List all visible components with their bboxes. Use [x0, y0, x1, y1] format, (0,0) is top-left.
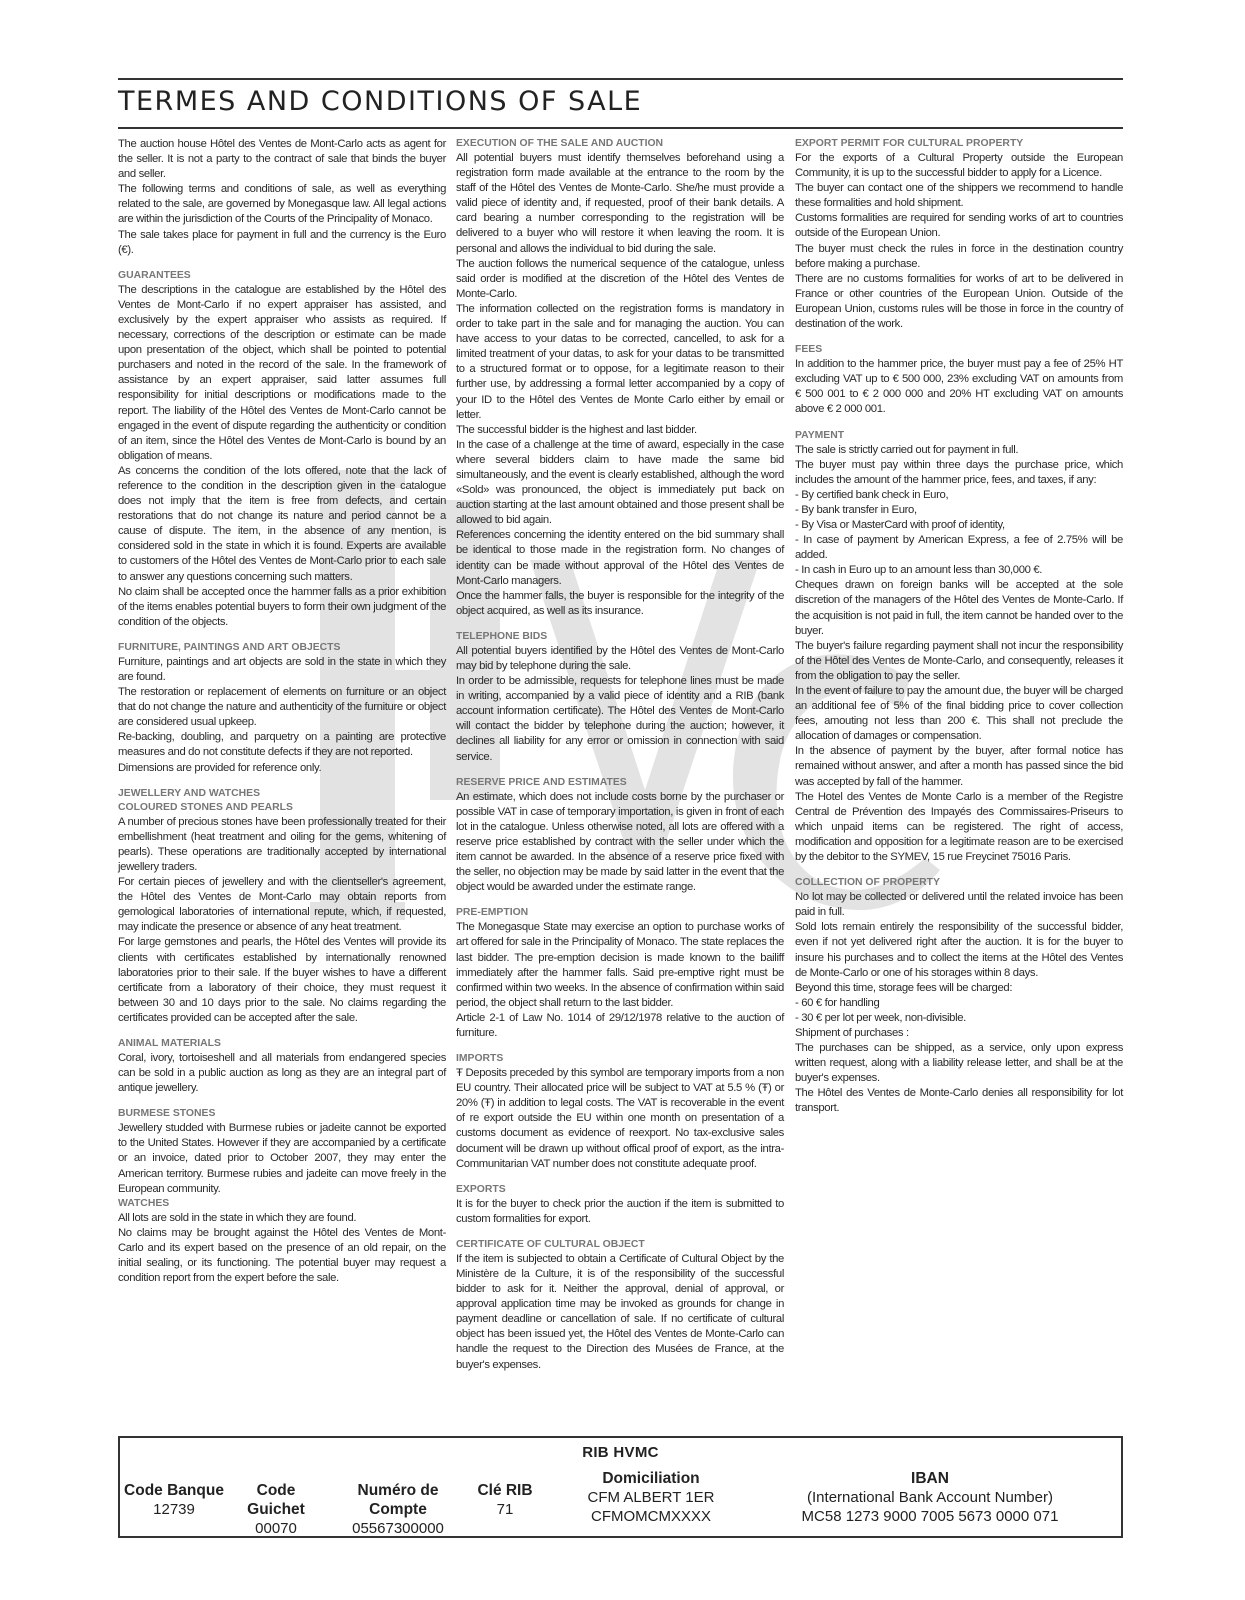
section-heading: ANIMAL MATERIALS: [118, 1037, 221, 1049]
rib-title: RIB HVMC: [582, 1444, 659, 1461]
section-paragraph: The successful bidder is the highest and last bidder.: [456, 423, 697, 436]
section-paragraph: The buyer's failure regarding payment shall not incur the responsibility of the Hôtel des Ventes de Monte-Carlo, and consequently, releases it from the obligation to pay the seller.: [795, 639, 1123, 682]
section-paragraph: The sale is strictly carried out for payment in full.: [795, 443, 1019, 456]
terms-section: [456, 776, 784, 896]
domiciliation-label: Domiciliation: [602, 1470, 700, 1487]
section-paragraph: The Hotel des Ventes de Monte Carlo is a member of the Registre Central de Prévention des Impayés des Commissaires-Priseurs to which unpaid items can be registered. The right of access, modification and opposition for a legitimate reason are to be exercised by the debitor to the SYMEV, 15 rue Freycinet 75016 Paris.: [795, 790, 1123, 864]
section-paragraph: Customs formalities are required for sending works of art to countries outside of the European Union.: [795, 212, 1123, 240]
terms-section: [118, 1037, 446, 1096]
section-paragraph: The information collected on the registration forms is mandatory in order to take part in the sale and for managing the auction. You can have access to your datas to be corrected, cancelled, to ask for a limited treatment of your datas, to ask for your datas to be transmitted to a structured format or to oppose, for a legitimate reason to their further use, by addressing a formal letter accompanied by a copy of your ID to the Hôtel des Ventes de Monte Carlo either by email or letter.: [456, 302, 784, 421]
terms-section: [795, 343, 1123, 417]
section-paragraph: No lot may be collected or delivered until the related invoice has been paid in full.: [795, 891, 1123, 919]
section-heading: JEWELLERY AND WATCHES: [118, 787, 261, 799]
section-heading: TELEPHONE BIDS: [456, 630, 548, 642]
top-rule: [118, 78, 1123, 80]
cle-rib: [470, 1481, 540, 1519]
terms-section: [456, 1238, 784, 1373]
section-paragraph: - In case of payment by American Express, a fee of 2.75% will be added.: [795, 534, 1123, 562]
iban: [770, 1469, 1090, 1526]
section-heading: WATCHES: [118, 1197, 170, 1209]
section-heading: FURNITURE, PAINTINGS AND ART OBJECTS: [118, 641, 341, 653]
section-heading: EXPORT PERMIT FOR CULTURAL PROPERTY: [795, 138, 1024, 149]
terms-section: [456, 1183, 784, 1227]
section-paragraph: Ŧ Deposits preceded by this symbol are temporary imports from a non EU country. Their allocated price will be subject to VAT at 5.5 % (Ŧ) or 20% (Ŧ) in addition to legal costs. The VAT is recoverable in the event of re export outside the EU within one month on presentation of a customs document as evidence of reexport. No tax-exclusive sales document will be drawn up without offical proof of export, as the intra-Communitarian VAT number does not constitute adequate proof.: [456, 1067, 784, 1170]
section-paragraph: The restoration or replacement of elements on furniture or an object that do not change the nature and authenticity of the furniture or object are considered usual upkeep.: [118, 686, 446, 729]
section-paragraph: Shipment of purchases :: [795, 1026, 909, 1039]
section-heading: FEES: [795, 344, 823, 356]
section-paragraph: All potential buyers must identify themselves beforehand using a registration form made available at the entrance to the room by the staff of the Hôtel des Ventes de Monte-Carlo. She/he must provide a valid piece of identity and, if requested, proof of their bank details. A card bearing a number corresponding to the registration will be delivered to a buyer who will restore it when leaving the room. It is personal and allows the individual to bid during the sale.: [456, 152, 784, 255]
section-paragraph: Coral, ivory, tortoiseshell and all materials from endangered species can be sold in a public auction as long as they are an integral part of antique jewellery.: [118, 1051, 446, 1095]
cle-rib-label: Clé RIB: [477, 1482, 533, 1499]
section-heading: COLLECTION OF PROPERTY: [795, 877, 940, 889]
section-paragraph: The descriptions in the catalogue are established by the Hôtel des Ventes de Mont-Carlo if no expert appraiser has assisted, and exclusively by the expert appraiser who assists as required. If necessary, corrections of the description or estimate can be made upon presentation of the object, which shall be pointed to potential purchasers and noted in the record of the sale. In the framework of assistance by an expert appraiser, said latter assumes full responsibility for initial descriptions or modifications made to the report. The liability of the Hôtel des Ventes de Mont-Carlo cannot be engaged in the event of dispute regarding the authenticity or condition of an item, since the Hôtel des Ventes de Mont-Carlo is bound by an obligation of means.: [118, 283, 446, 462]
section-paragraph: Sold lots remain entirely the responsibility of the successful bidder, even if not yet delivered right after the auction. It is for the buyer to insure his purchases and to collect the items at the Hôtel des Ventes de Monte-Carlo or one of his storages within 8 days.: [795, 921, 1123, 979]
section-paragraph: The auction follows the numerical sequence of the catalogue, unless said order is modified at the discretion of the Hôtel des Ventes de Monte-Carlo.: [456, 257, 784, 300]
domiciliation: [560, 1469, 742, 1526]
code-banque: [124, 1481, 224, 1519]
section-paragraph: If the item is subjected to obtain a Certificate of Cultural Object by the Ministère de la Culture, it is of the responsibility of the successful bidder to ask for it. Neither the approval, denial of approval, or approval application time may be invoked as grounds for change in payment deadline or cancellation of sale. If no certificate of cultural object has been issued yet, the Hôtel des Ventes de Monte-Carlo can handle the request to the Direction des Musées de France, at the buyer's expenses.: [456, 1252, 784, 1371]
section-paragraph: The auction house Hôtel des Ventes de Mont-Carlo acts as agent for the seller. It is not a party to the contract of sale that binds the buyer and seller.: [118, 138, 446, 181]
terms-column-1: [118, 137, 446, 1297]
iban-line2: MC58 1273 9000 7005 5673 0000 071: [801, 1508, 1059, 1525]
section-paragraph: For the exports of a Cultural Property outside the European Community, it is up to the successful bidder to apply for a Licence.: [795, 152, 1123, 180]
section-paragraph: The Monegasque State may exercise an option to purchase works of art offered for sale in the Principality of Monaco. The state replaces the last bidder. The pre-emption decision is made known to the bailiff immediately after the hammer falls. Said pre-emptive right must be confirmed within two weeks. In the absence of confirmation within said period, the object shall return to the last bidder.: [456, 921, 784, 1009]
section-paragraph: A number of precious stones have been professionally treated for their embellishment (heat treatment and oiling for the gems, whitening of pearls). These operations are traditionally accepted by international jewellery traders.: [118, 815, 446, 873]
bank-details-box: [118, 1436, 1123, 1538]
section-heading: CERTIFICATE OF CULTURAL OBJECT: [456, 1238, 645, 1250]
section-paragraph: There are no customs formalities for works of art to be delivered in France or other countries of the European Union. Outside of the European Union, customs rules will be those in force in the country of destination of the work.: [795, 272, 1123, 331]
section-paragraph: All lots are sold in the state in which they are found.: [118, 1211, 357, 1224]
numero-compte: [330, 1481, 466, 1538]
terms-section: [118, 641, 446, 776]
section-heading: PAYMENT: [795, 429, 845, 441]
page-title: TERMES AND CONDITIONS OF SALE: [118, 86, 643, 117]
section-paragraph: - By bank transfer in Euro,: [795, 503, 917, 516]
terms-section: [118, 269, 446, 630]
code-guichet-label: Code Guichet: [247, 1482, 305, 1518]
code-banque-value: 12739: [153, 1501, 195, 1518]
terms-section: [118, 1197, 446, 1286]
section-paragraph: In the absence of payment by the buyer, after formal notice has remained without answer, and after a month has passed since the bid was accepted by fall of the hammer.: [795, 745, 1123, 788]
section-paragraph: The sale takes place for payment in full and the currency is the Euro (€).: [118, 228, 446, 256]
section-paragraph: It is for the buyer to check prior the auction if the item is submitted to custom formalities for export.: [456, 1197, 784, 1225]
iban-label: IBAN: [911, 1470, 949, 1487]
section-paragraph: References concerning the identity entered on the bid summary shall be identical to those made in the registration form. No changes of identity can be made without approval of the Hôtel des Ventes de Mont-Carlo managers.: [456, 529, 784, 587]
section-paragraph: Beyond this time, storage fees will be charged:: [795, 981, 1013, 994]
numero-compte-label: Numéro de Compte: [357, 1482, 439, 1518]
section-paragraph: In the case of a challenge at the time of award, especially in the case where several bidders claim to have made the same bid simultaneously, and the event is clearly established, although the word «Sold» was pronounced, the object is immediately put back on auction starting at the last amount obtained and those present shall be allowed to bid again.: [456, 438, 784, 527]
section-heading: EXECUTION OF THE SALE AND AUCTION: [456, 138, 664, 149]
terms-section: [118, 137, 446, 258]
terms-section: [456, 137, 784, 619]
iban-line1: (International Bank Account Number): [807, 1489, 1053, 1506]
section-paragraph: Once the hammer falls, the buyer is responsible for the integrity of the object acquired, as well as its insurance.: [456, 589, 784, 617]
section-paragraph: For large gemstones and pearls, the Hôtel des Ventes will provide its clients with certificates established by internationally renowned laboratories prior to their sale. If the buyer wishes to have a different certificate from a laboratory of their choice, they must request it between 30 and 10 days prior to the sale. No claims regarding the certificates provided can be accepted after the sale.: [118, 936, 446, 1024]
numero-compte-value: 05567300000: [352, 1520, 444, 1537]
section-paragraph: All potential buyers identified by the Hôtel des Ventes de Mont-Carlo may bid by telephone during the sale.: [456, 644, 784, 672]
section-paragraph: - 30 € per lot per week, non-divisible.: [795, 1011, 966, 1024]
terms-section: [795, 876, 1123, 1116]
terms-section: [795, 137, 1123, 332]
section-paragraph: Dimensions are provided for reference only.: [118, 761, 322, 774]
terms-column-3: [795, 137, 1123, 1128]
section-heading: RESERVE PRICE AND ESTIMATES: [456, 776, 627, 788]
terms-section: [456, 1052, 784, 1172]
section-heading: IMPORTS: [456, 1053, 504, 1065]
code-guichet: [226, 1481, 326, 1538]
domiciliation-line2: CFMOMCMXXXX: [591, 1508, 711, 1525]
section-paragraph: - By Visa or MasterCard with proof of identity,: [795, 518, 1005, 531]
terms-column-2: [456, 137, 784, 1384]
title-rule: [118, 127, 1123, 129]
section-paragraph: Furniture, paintings and art objects are sold in the state in which they are found.: [118, 655, 446, 683]
section-paragraph: Article 2-1 of Law No. 1014 of 29/12/1978 relative to the auction of furniture.: [456, 1011, 784, 1039]
terms-section: [456, 630, 784, 765]
section-paragraph: The buyer must check the rules in force in the destination country before making a purchase.: [795, 242, 1123, 270]
code-guichet-value: 00070: [255, 1520, 297, 1537]
section-paragraph: The buyer can contact one of the shippers we recommend to handle these formalities and hold shipment.: [795, 182, 1123, 210]
section-paragraph: The buyer must pay within three days the purchase price, which includes the amount of the hammer price, fees, and taxes, if any:: [795, 458, 1123, 486]
section-paragraph: In the event of failure to pay the amount due, the buyer will be charged an additional fee of 5% of the final bidding price to cover collection fees, amouting not less than 200 €. This shall not preclude the allocation of damages or compensation.: [795, 685, 1123, 743]
cle-rib-value: 71: [496, 1501, 514, 1518]
section-paragraph: Cheques drawn on foreign banks will be accepted at the sole discretion of the managers of the Hôtel des Ventes de Monte-Carlo. If the acquisition is not paid in full, the item cannot be handed over to the buyer.: [795, 579, 1123, 637]
section-subheading: COLOURED STONES AND PEARLS: [118, 801, 293, 813]
section-paragraph: The following terms and conditions of sale, as well as everything related to the sale, are governed by Monegasque law. All legal actions are within the jurisdiction of the Courts of the Principality of Monaco.: [118, 183, 446, 226]
section-heading: EXPORTS: [456, 1183, 506, 1195]
section-paragraph: In addition to the hammer price, the buyer must pay a fee of 25% HT excluding VAT up to € 500 000, 23% excluding VAT on amounts from € 500 001 to € 2 000 000 and 20% HT excluding VAT on amounts above € 2 000 001.: [795, 358, 1123, 416]
section-heading: BURMESE STONES: [118, 1108, 216, 1120]
section-paragraph: For certain pieces of jewellery and with the clientseller's agreement, the Hôtel des Ventes de Mont-Carlo may obtain reports from gemological laboratories of international repute, which, if requested, may indicate the presence or absence of any heat treatment.: [118, 876, 446, 934]
section-heading: GUARANTEES: [118, 269, 191, 281]
terms-section: [118, 1107, 446, 1196]
code-banque-label: Code Banque: [124, 1482, 224, 1499]
section-paragraph: Re-backing, doubling, and parquetry on a painting are protective measures and do not constitute defects if they are not reported.: [118, 731, 446, 759]
terms-section: [795, 429, 1123, 866]
section-paragraph: The Hôtel des Ventes de Monte-Carlo denies all responsibility for lot transport.: [795, 1087, 1123, 1115]
terms-section: [118, 787, 446, 1026]
section-heading: PRE-EMPTION: [456, 907, 529, 919]
section-paragraph: No claim shall be accepted once the hammer falls as a prior exhibition of the items enables potential buyers to form their own judgment of the condition of the objects.: [118, 585, 446, 628]
section-paragraph: - In cash in Euro up to an amount less than 30,000 €.: [795, 564, 1043, 577]
section-paragraph: The purchases can be shipped, as a service, only upon express written request, along with a liability release letter, and shall be at the buyer's expenses.: [795, 1042, 1123, 1085]
terms-section: [456, 906, 784, 1041]
section-paragraph: - 60 € for handling: [795, 996, 880, 1009]
section-paragraph: As concerns the condition of the lots offered, note that the lack of reference to the condition in the description given in the catalogue does not imply that the item is free from defects, and certain restorations that do not change its nature and period cannot be a cause of dispute. The item, in the absence of any mention, is considered sold in the state in which it is found. Experts are available to customers of the Hôtel des Ventes de Mont-Carlo prior to each sale to answer any questions concerning such matters.: [118, 464, 446, 583]
section-paragraph: An estimate, which does not include costs borne by the purchaser or possible VAT in case of temporary importation, is given in front of each lot in the catalogue. Unless otherwise noted, all lots are offered with a reserve price established by contract with the seller under which the item cannot be awarded. In the absence of a reserve price fixed with the seller, no objection may be made by said latter in the event that the object would be awarded under the estimate range.: [456, 790, 785, 894]
domiciliation-line1: CFM ALBERT 1ER: [587, 1489, 715, 1506]
section-paragraph: No claims may be brought against the Hôtel des Ventes de Mont-Carlo and its expert based on the presence of an old repair, on the initial sealing, or its functioning. The potential buyer may request a condition report from the expert before the sale.: [118, 1226, 446, 1285]
section-paragraph: Jewellery studded with Burmese rubies or jadeite cannot be exported to the United States. However if they are accompanied by a certificate or an invoice, dated prior to October 2007, they may enter the American territory. Burmese rubies and jadeite can move freely in the European community.: [118, 1122, 446, 1195]
section-paragraph: - By certified bank check in Euro,: [795, 488, 949, 501]
section-paragraph: In order to be admissible, requests for telephone lines must be made in writing, accompanied by a valid piece of identity and a RIB (bank account information certificate). The Hôtel des Ventes de Mont-Carlo will contact the bidder by telephone during the auction; however, it declines all liability for any error or omission in connection with said service.: [456, 675, 784, 763]
